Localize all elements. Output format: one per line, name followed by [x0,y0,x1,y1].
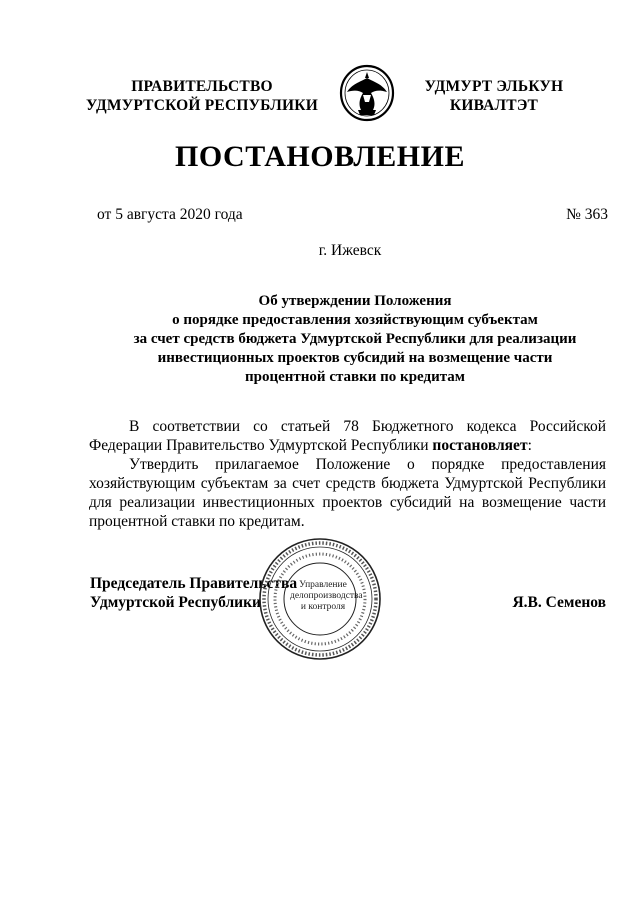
subject-line: инвестиционных проектов субсидий на возмещение части [157,350,553,366]
stamp-inner-text [290,580,363,613]
document-city: г. Ижевск [318,242,382,259]
signatory-name: Я.В. Семенов [512,594,606,611]
document-date: от 5 августа 2020 года [97,206,243,223]
document-number: № 363 [566,206,608,223]
subject-line: Об утверждении Положения [258,293,452,309]
document-body [89,417,606,531]
paragraph-1-end: : [527,437,532,454]
paragraph-1-text: В соответствии со статьей 78 Бюджетного кодекса Российской Федерации Правительство Удмуртской Республики [89,418,606,454]
signatory-position-line-2: Удмуртской Республики [90,594,261,611]
signatory-position-line-1: Председатель Правительства [90,575,298,592]
header-right-line-1: УДМУРТ ЭЛЬКУН [424,78,564,95]
header-right-line-2: КИВАЛТЭТ [449,97,539,114]
header-left-line-1: ПРАВИТЕЛЬСТВО [131,78,273,95]
body-paragraph-2: Утвердить прилагаемое Положение о порядке предоставления хозяйствующим субъектам за счет средств бюджета Удмуртской Республики для реализации инвестиционных проектов субсидий на возмещение части процентной ставки по кредитам. [89,456,606,530]
stamp-line: делопроизводства [290,591,363,601]
subject-line: о порядке предоставления хозяйствующим субъектам [172,312,538,328]
stamp-line: и контроля [300,602,346,612]
subject-line: процентной ставки по кредитам [244,369,465,385]
subject-line: за счет средств бюджета Удмуртской Республики для реализации [133,331,577,347]
body-paragraph-1 [89,417,606,455]
header-left [84,77,320,115]
document-subject [120,292,590,387]
header-left-line-2: УДМУРТСКОЙ РЕСПУБЛИКИ [86,97,318,114]
coat-of-arms-icon [336,62,398,122]
header-right [414,77,574,115]
stamp-line: Управление [299,580,347,590]
decision-keyword: постановляет [432,437,528,454]
document-title: ПОСТАНОВЛЕНИЕ [175,140,465,173]
